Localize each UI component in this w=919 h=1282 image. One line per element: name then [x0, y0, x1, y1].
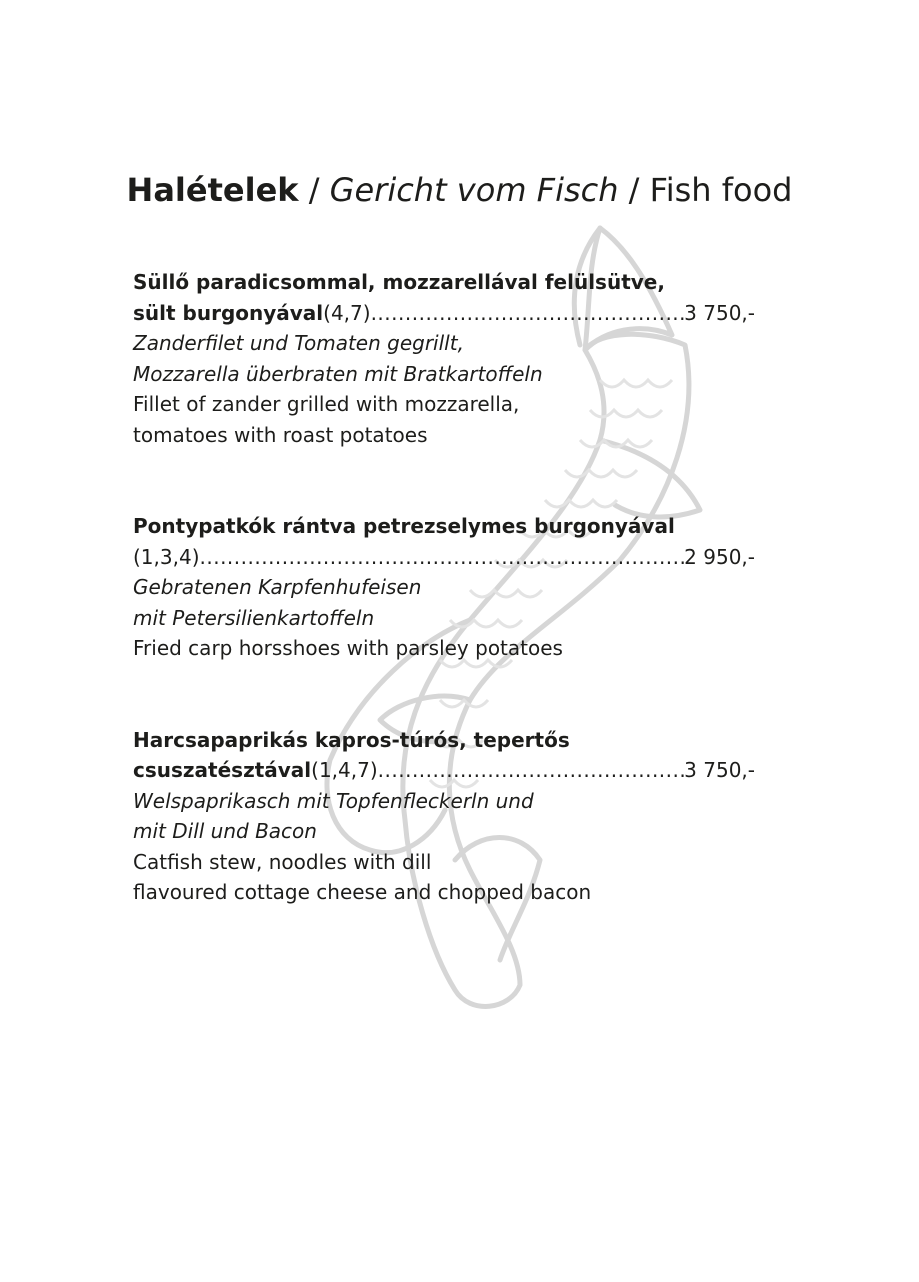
dish-name-en: flavoured cottage cheese and chopped bacon [133, 880, 592, 904]
allergen-codes: (1,3,4) [133, 544, 200, 569]
title-separator: / [618, 171, 650, 209]
dish-name-en: Fillet of zander grilled with mozzarella, [133, 392, 520, 416]
dish-list [133, 267, 755, 908]
menu-item-catfish [133, 725, 755, 908]
price-row [133, 298, 755, 329]
leader-dots [378, 755, 685, 786]
allergen-codes: (4,7) [323, 300, 371, 325]
page-title [0, 168, 919, 212]
leader-dots [371, 298, 685, 329]
dish-name-hu: Pontypatkók rántva petrezselymes burgonyával [133, 514, 675, 538]
dish-price: 3 750,- [684, 300, 755, 325]
dish-name-de: Gebratenen Karpfenhufeisen [133, 575, 422, 599]
title-separator: / [298, 171, 330, 209]
allergen-codes: (1,4,7) [311, 758, 378, 782]
dish-name-de: Welspaprikasch mit Topfenfleckerln und [133, 788, 534, 813]
price-row [133, 542, 755, 573]
title-hungarian: Halételek [126, 171, 299, 209]
dish-price: 2 950,- [684, 544, 755, 569]
dish-name-hu: sült burgonyával [133, 300, 324, 325]
menu-item-zander [133, 267, 755, 450]
dish-name-de: Zanderfilet und Tomaten gegrillt, [133, 331, 464, 355]
dish-name-en: Fried carp horsshoes with parsley potatoes [133, 636, 563, 660]
dish-name-en: tomatoes with roast potatoes [133, 422, 428, 447]
dish-name-hu: Süllő paradicsommal, mozzarellával felülsütve, [133, 270, 665, 294]
dish-name-de: mit Dill und Bacon [133, 819, 317, 843]
dish-name-hu: Harcsapaprikás kapros-túrós, tepertős [133, 727, 570, 752]
title-german: Gericht vom Fisch [329, 171, 619, 209]
leader-dots [200, 542, 685, 573]
dish-name-de: Mozzarella überbraten mit Bratkartoffeln [133, 361, 543, 386]
price-row [133, 755, 755, 786]
dish-price: 3 750,- [684, 758, 755, 782]
dish-name-hu: csuszatésztával [133, 758, 312, 782]
menu-item-carp [133, 511, 755, 664]
dish-name-en: Catfish stew, noodles with dill [133, 849, 432, 874]
dish-name-de: mit Petersilienkartoffeln [133, 605, 375, 630]
title-english: Fish food [649, 171, 793, 209]
